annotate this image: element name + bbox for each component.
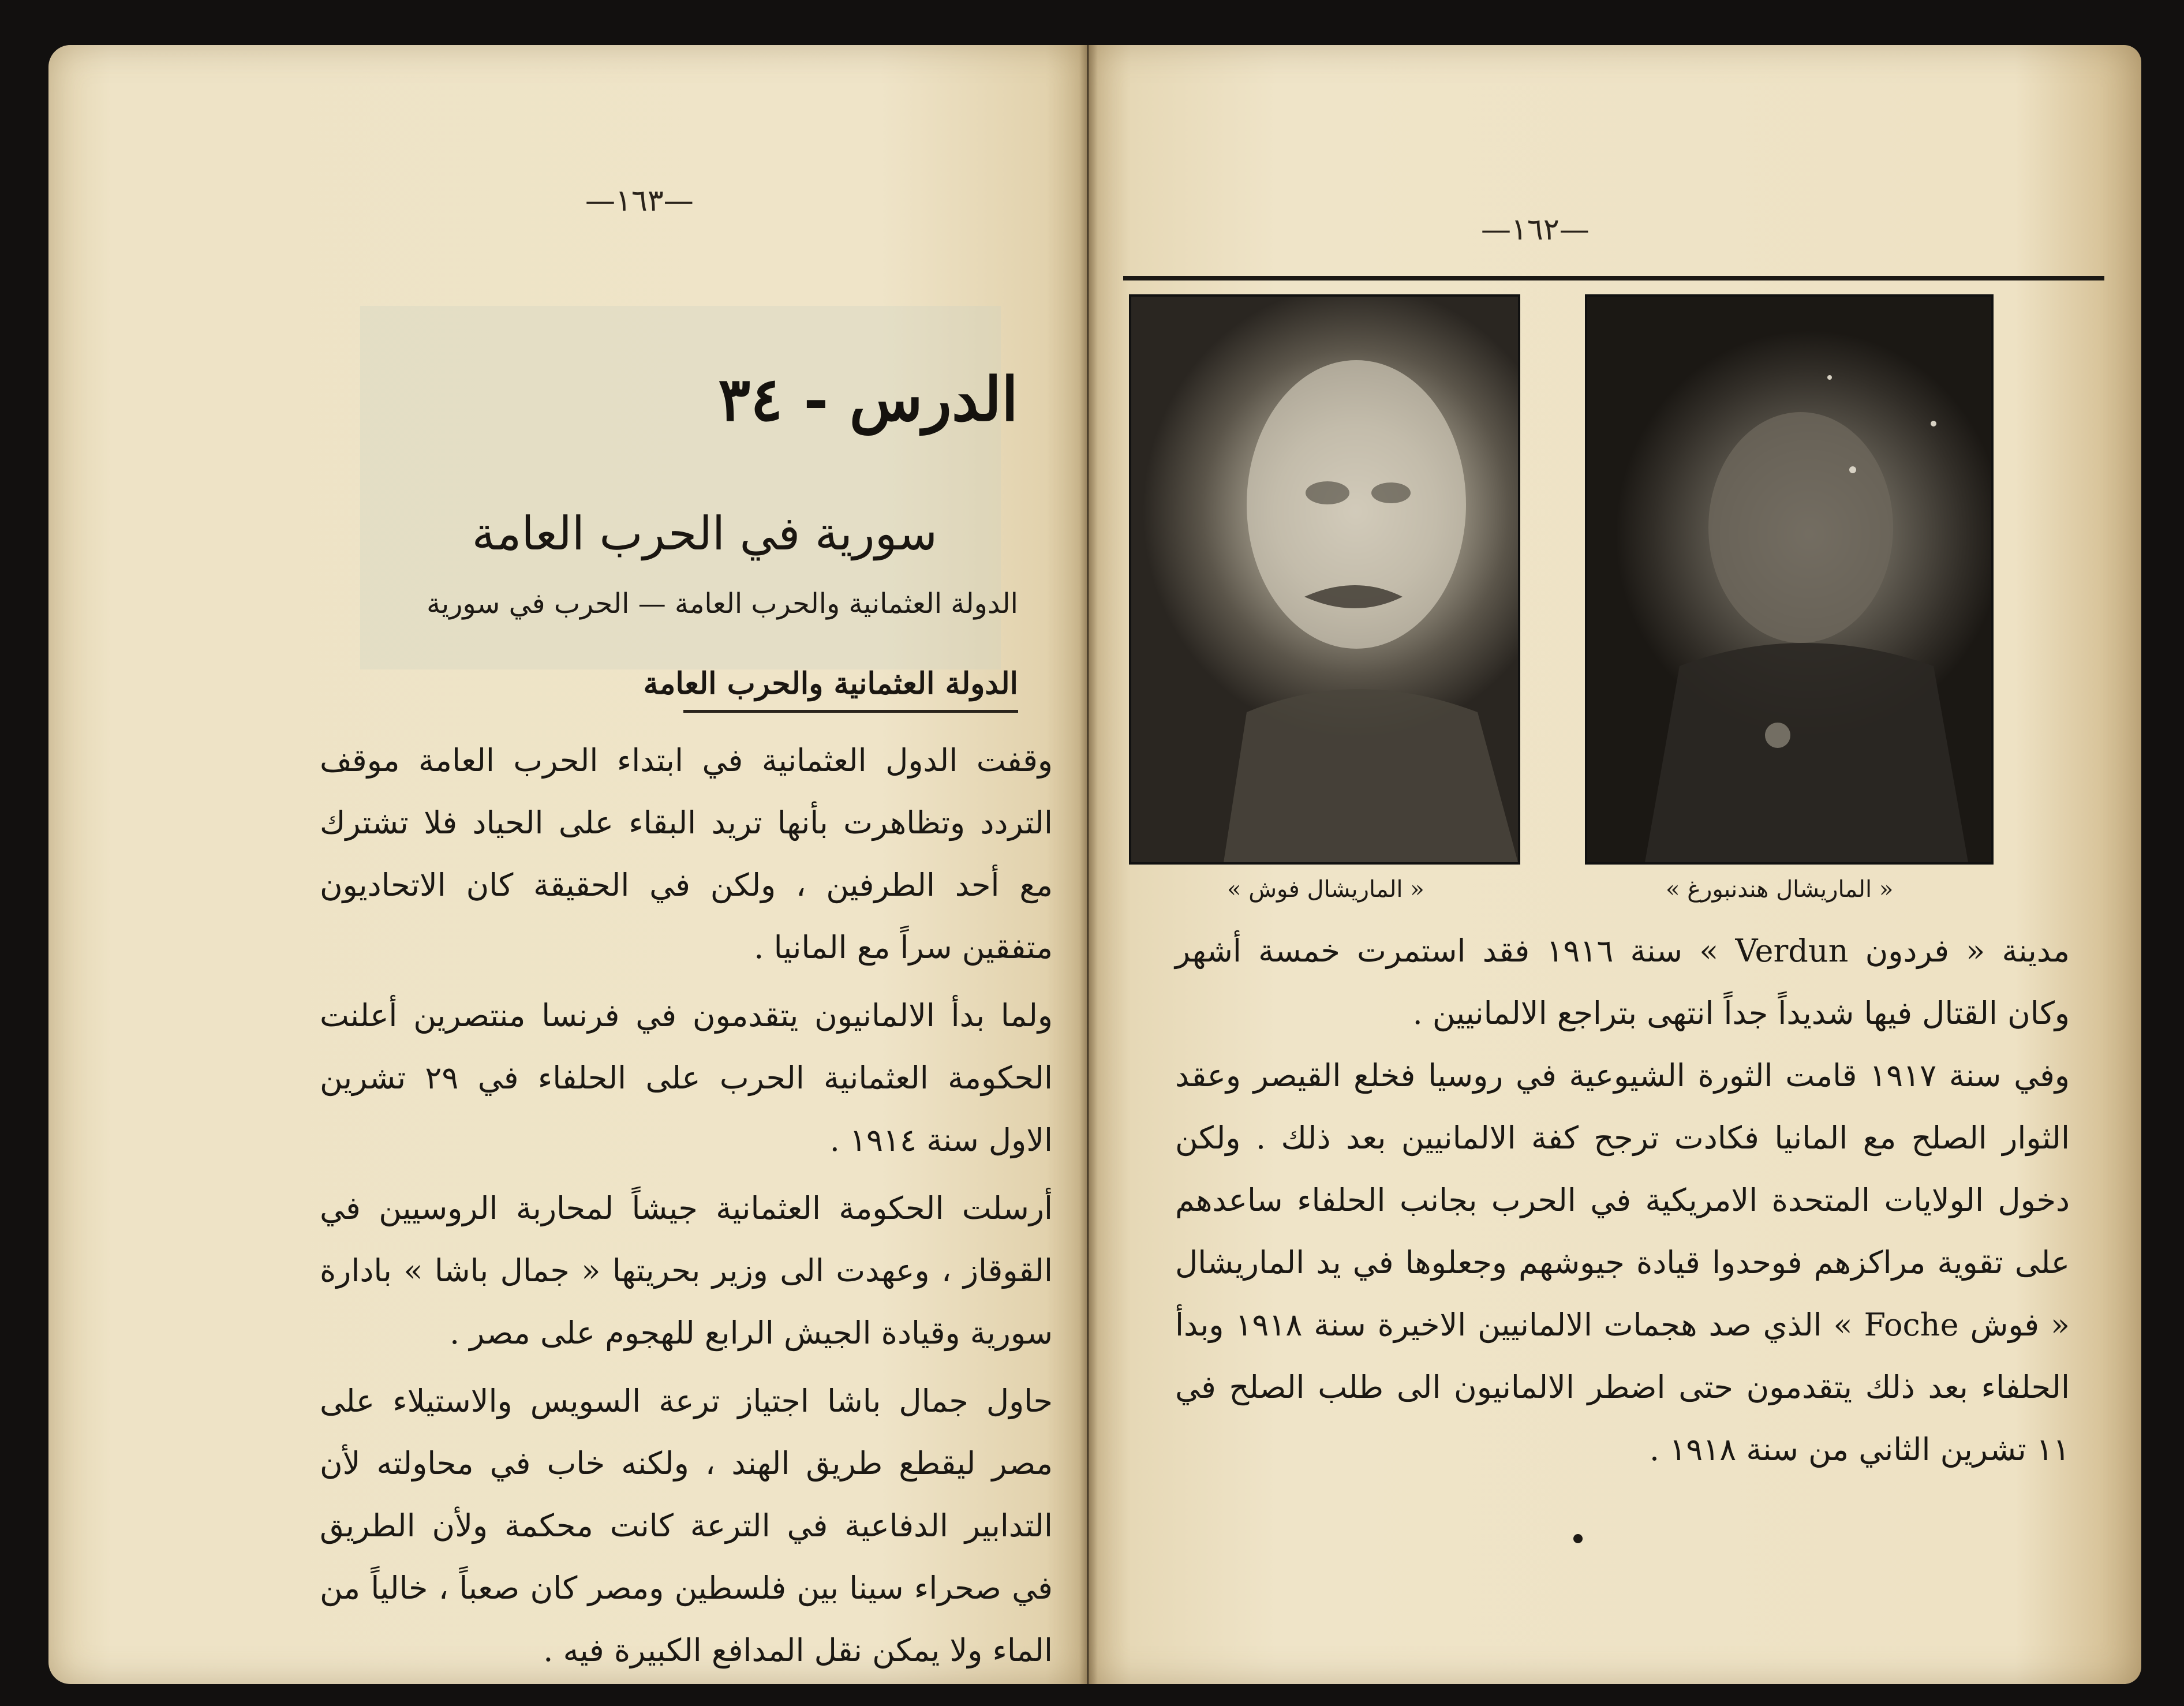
section-heading: الدولة العثمانية والحرب العامة [643,666,1018,701]
left-page-body [320,729,1053,1682]
right-page-body [1175,920,2070,1481]
left-page [48,45,1087,1684]
portrait-hindenburg-photo [1585,294,1994,865]
section-underline [683,710,1018,713]
page-number: —١٦٣— [585,184,694,218]
caption-foch: « الماريشال فوش » [1227,876,1424,903]
page-number: —١٦٢— [1481,212,1590,247]
paragraph: وقفت الدول العثمانية في ابتداء الحرب العامة موقف التردد وتظاهرت بأنها تريد البقاء على الحياد فلا تشترك مع أحد الطرفين ، ولكن في الحقيقة كان الاتحاديون متفقين سراً مع المانيا . [320,742,1053,966]
paragraph: وفي سنة ١٩١٧ قامت الثورة الشيوعية في روسيا فخلع القيصر وعقد الثوار الصلح مع المانيا فكادت ترجح كفة الالمانيين بعد ذلك . ولكن دخول الولايات المتحدة الامريكية في الحرب بجانب الحلفاء ساعدهم على تقوية مراكزهم فوحدوا قيادة جيوشهم وجعلوها في يد الماريشال « فوش Foche » الذي صد هجمات الالمانيين الاخيرة سنة ١٩١٨ وبدأ الحلفاء بعد ذلك يتقدمون حتى اضطر الالمانيون الى طلب الصلح في ١١ تشرين الثاني من سنة ١٩١٨ . [1175,1057,2070,1468]
paragraph: أرسلت الحكومة العثمانية جيشاً لمحاربة الروسيين في القوقاز ، وعهدت الى وزير بحريتها « جمال باشا » بادارة سورية وقيادة الجيش الرابع للهجوم على مصر . [320,1190,1053,1351]
open-book [48,45,2141,1684]
right-page [1089,45,2141,1684]
ink-dot [1573,1534,1583,1543]
paragraph: ولما بدأ الالمانيون يتقدمون في فرنسا منتصرين أعلنت الحكومة العثمانية الحرب على الحلفاء في ٢٩ تشرين الاول سنة ١٩١٤ . [320,997,1053,1158]
lesson-title: الدرس - ٣٤ [718,364,1018,435]
paragraph: مدينة « فردون Verdun » سنة ١٩١٦ فقد استمرت خمسة أشهر وكان القتال فيها شديداً جداً انتهى بتراجع الالمانيين . [1175,933,2070,1031]
header-rule [1123,276,2104,280]
paragraph: حاول جمال باشا اجتياز ترعة السويس والاستيلاء على مصر ليقطع طريق الهند ، ولكنه خاب في محاولته لأن التدابير الدفاعية في الترعة كانت محكمة ولأن الطريق في صحراء سينا بين فلسطين ومصر كان صعباً ، خالياً من الماء ولا يمكن نقل المدافع الكبيرة فيه . [320,1383,1053,1668]
caption-hindenburg: « الماريشال هندنبورغ » [1666,876,1894,903]
book-gutter [1079,45,1098,1684]
portrait-foch-photo [1129,294,1520,865]
lesson-topics: الدولة العثمانية والحرب العامة — الحرب في سورية [427,588,1018,620]
lesson-subtitle: سورية في الحرب العامة [472,507,937,560]
